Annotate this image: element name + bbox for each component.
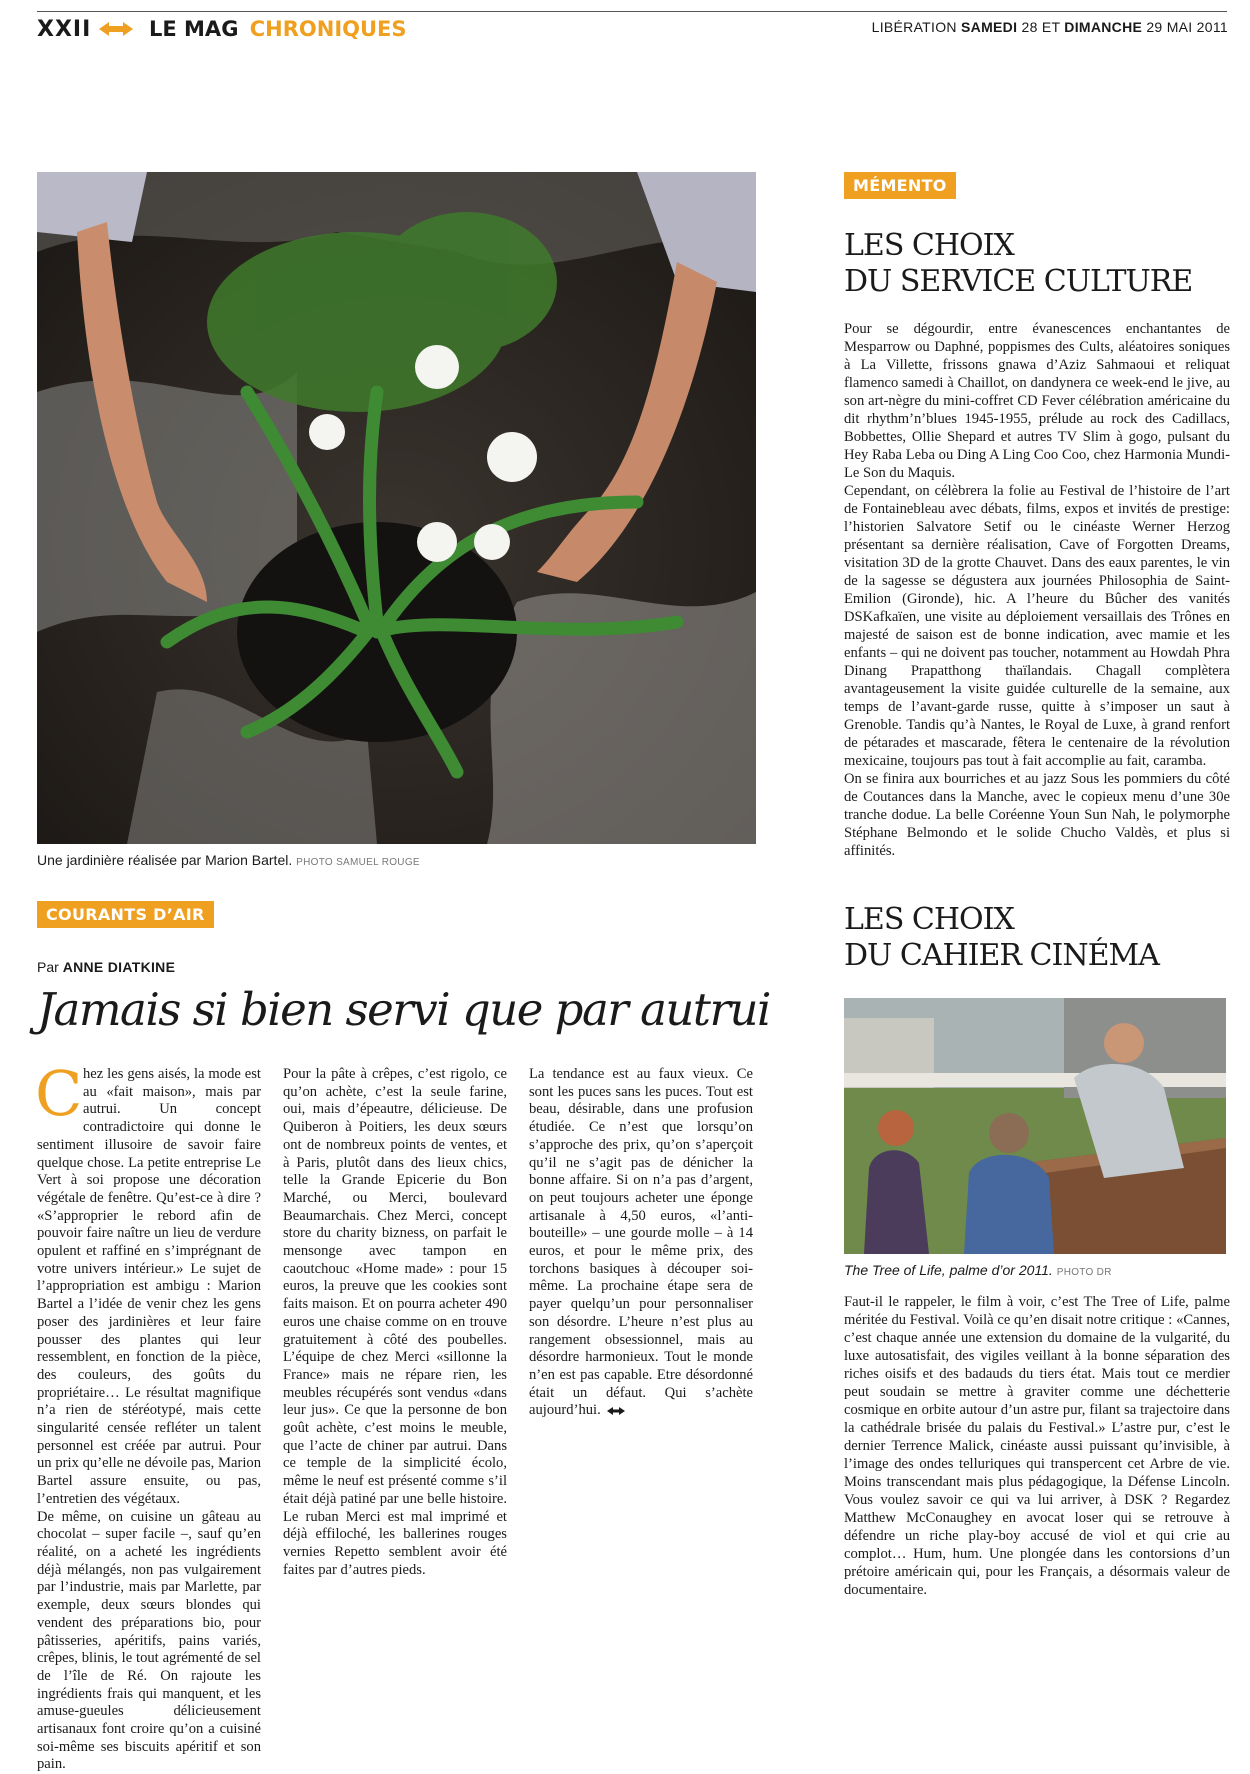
photo-credit: PHOTO DR <box>1056 1267 1112 1278</box>
photo-credit: PHOTO SAMUEL ROUGE <box>296 857 420 868</box>
newspaper-name: LIBÉRATION <box>871 19 957 35</box>
cinema-paragraph: Faut-il le rappeler, le film à voir, c’est The Tree of Life, palme méritée du Festival. Voilà ce qu’en disait notre critique : «Cannes, c’est chaque année une extension du domaine de la vulgarité, du luxe autosatisfait, des vigiles veillant à la bonne séparation des riches oisifs et des badauds du tiers état. Mais tout ce merdier peut soudain se mettre à graviter comme une déchetterie cosmique en orbite autour d’un astre pur, filant sa trajectoire dans la cathédrale brisée du palais du Festival.» L’astre pur, c’est le dernier Terrence Malick, cinéaste aussi puissant qu’invisible, à l’image des ondes telluriques qui transpercent cet Arbre de vie. Moins transcendant mais plus pédagogique, la Défense Lincoln. Vous voulez savoir ce qui va lui arriver, à DSK ? Regardez Matthew McConaughey en avocat loser qui se retrouve à défendre un riche play-boy accusé de viol et qui crie au complot… Hum, hum. Une plongée dans les contorsions d’un prétoire américain qui, pour les Français, a désormais valeur de documentaire. <box>844 1294 1230 1598</box>
section-label <box>149 17 407 41</box>
drop-cap: C <box>35 1057 83 1130</box>
culture-body <box>844 320 1230 860</box>
page-number: XXII <box>37 17 92 42</box>
cinema-title-line-1: LES CHOIX <box>844 902 1014 937</box>
author-name: ANNE DIATKINE <box>62 959 176 975</box>
memento-tag: MÉMENTO <box>844 172 956 199</box>
caption-text: The Tree of Life, palme d’or 2011. <box>844 1262 1053 1278</box>
cinema-section-title <box>844 902 1234 974</box>
rubric-name: CHRONIQUES <box>249 17 407 41</box>
article-paragraph: De même, on cuisine un gâteau au chocolat – super facile –, sauf qu’en réalité, on a acheté les ingrédients déjà mélangés, non pas vulgairement par l’industrie, mais par Marlette, par exemple, deux sœurs blondes qui vendent des préparations bio, pour pâtisseries, apéritifs, pains variés, crêpes, blinis, le tout agrémenté de sel de l’île de Ré. On rajoute les ingrédients frais qui manquent, et les amuse-gueules délicieusement artisanaux font croire qu’on a cuisiné soi-même ses biscuits apéritif et son pain. <box>37 1508 261 1773</box>
caption-text: Une jardinière réalisée par Marion Bartel. <box>37 852 293 868</box>
issue-date-2: 29 MAI 2011 <box>1146 19 1228 35</box>
garden-planter-photo <box>37 172 756 844</box>
byline <box>37 959 175 975</box>
culture-paragraph-1: Pour se dégourdir, entre évanescences enchantantes de Mesparrow ou Daphné, poppismes des Cults, aléatoires soniques à La Villette, frissons gnawa d’Aziz Sahmaoui et reliquat flamenco samedi à Chaillot, on dandynera ce week-end le jive, au son art-nègre du mini-coffret CD Fever célébration américaine du dit rhythm’n’blues 1945-1955, prélude au rock des Cadillacs, Bobbettes, Ollie Shepard et autres TV Slim à gogo, pulsant du Hey Raba Leba ou Ding A Ling Coo Coo, chez Harmonia Mundi-Le Son du Maquis. <box>844 321 1230 481</box>
byline-prefix: Par <box>37 959 59 975</box>
column-tag: COURANTS D’AIR <box>37 901 214 928</box>
cinema-photo-caption <box>844 1262 1112 1278</box>
cinema-body <box>844 1293 1230 1599</box>
culture-title-line-1: LES CHOIX <box>844 228 1014 263</box>
issue-day-2: DIMANCHE <box>1064 19 1143 35</box>
main-photo-caption <box>37 852 420 868</box>
end-of-article-icon <box>607 1407 625 1415</box>
section-name: LE MAG <box>149 17 239 41</box>
header-rule <box>37 11 1227 12</box>
issue-date-1: 28 ET <box>1021 19 1061 35</box>
article-paragraph: Pour la pâte à crêpes, c’est rigolo, ce qu’on achète, c’est la seule farine, oui, mais d’épeautre, délicieuse. De Quiberon à Poitiers, les deux sœurs ont de nombreux points de ventes, et à Paris, plutôt dans des lieux chics, telle la Grande Epicerie du Bon Marché, ou Merci, boulevard Beaumarchais. Chez Merci, concept store du charity bizness, on parfait le mensonge avec tampon en caoutchouc «Home made» : pour 15 euros, la preuve que les cookies sont faits maison. Et on pourra acheter 490 euros une chaise comme on en trouve gratuitement à côté des poubelles. L’équipe de chez Merci «sillonne la France» mais ne répare rien, les meubles récupérés sont vendus «dans leur jus». Ce que la personne de bon goût achète, c’est moins le meuble, que l’acte de chiner par autrui. Dans ce temple de la simplicité écolo, même le neuf est présenté comme s’il était déjà patiné par une belle histoire. Le ruban Merci est mal imprimé et déjà effiloché, les ballerines rouges vernies Repetto semblent avoir été faites par d’autres pieds. <box>283 1066 507 1578</box>
cinema-title-line-2: DU CAHIER CINÉMA <box>844 938 1159 973</box>
culture-paragraph-3: On se finira aux bourriches et au jazz Sous les pommiers du côté de Coutances dans la Manche, avec le copieux menu d’une 30e tranche dodue. La belle Coréenne Youn Sun Nah, le polymorphe Stéphane Belmondo et le solide Chucho Valdès, et plus si affinités. <box>844 771 1230 859</box>
article-paragraph: hez les gens aisés, la mode est au «fait maison», mais par autrui. Un concept contradictoire qui donne le sentiment illusoire de savoir faire quelque chose. La petite entreprise Le Vert à soi propose une décoration végétale de fenêtre. Qu’est-ce à dire ? «S’approprier le rebord afin de pouvoir faire naître un lieu de verdure opulent et raffiné en s’imprégnant de votre univers intérieur.» Le sujet de l’appropriation est ambigu : Marion Bartel a l’idée de venir chez les gens poser des jardinières et leur faire pousser des plantes qui leur ressemblent, en fonction de la pièce, des couleurs, des goûts du propriétaire… Le résultat magnifique n’a rien de stéréotypé, mais cette singularité censée refléter un talent personnel est créée par autrui. Pour un prix qu’elle ne dévoile pas, Marion Bartel assure ensuite, ou pas, l’entretien des végétaux. <box>37 1066 261 1507</box>
film-still-photo <box>844 998 1226 1254</box>
culture-paragraph-2: Cependant, on célèbrera la folie au Festival de l’histoire de l’art de Fontainebleau avec débats, films, expos et invités de prestige: l’historien Salvatore Setif ou le cinéaste Werner Herzog présentant sa dernière réalisation, Cave of Forgotten Dreams, visitation 3D de la grotte Chauvet. Dans des eaux parentes, le vin de la sagesse se dégustera aux journées Philosophia de Saint-Emilion (Gironde), hic. A l’heure du Bûcher des vanités DSKafkaïen, une visite au déploiement versaillais des Trônes en majesté de saison est de bonne indication, avec mamie et les enfants – qui ne doivent pas toucher, notamment au Howdah Phra Dinang Prapatthong thaïlandais. Chagall complètera avantageusement la visite guidée culturelle de la semaine, aux temps de l’avant-garde russe, quitte à s’imposer un saut à Grenoble. Tandis qu’à Nantes, le Royal de Luxe, à grand renfort de pétarades et mascarade, fêtera le centenaire de la révolution mexicaine, toujours pas tout à fait accomplie au fait, caramba. <box>844 483 1230 769</box>
culture-section-title <box>844 228 1234 300</box>
issue-day-1: SAMEDI <box>961 19 1018 35</box>
issue-date <box>872 19 1228 35</box>
article-column-3 <box>529 1066 753 1420</box>
section-arrow-icon <box>99 22 133 36</box>
article-paragraph: La tendance est au faux vieux. Ce sont les puces sans les puces. Tout est beau, désirable, dans une profusion étudiée. Ce n’est que lorsqu’on s’approche des prix, qu’on s’aperçoit qu’il ne s’agit pas de dénicher la bonne affaire. Si on n’a pas d’argent, on peut toujours acheter une éponge artisanale à 4,50 euros, «l’anti-bouteille» – une gourde molle – à 14 euros, et pour le même prix, des torchons basiques à découper soi-même. La prochaine étape sera de payer quelqu’un pour personnaliser son désordre. L’heure n’est plus au rangement obsessionnel, mais au désordre harmonieux. Tout le monde n’en est pas capable. Etre désordonné était un défaut. Qui s’achète aujourd’hui. <box>529 1066 753 1419</box>
article-headline: Jamais si bien servi que par autrui <box>37 983 770 1036</box>
culture-title-line-2: DU SERVICE CULTURE <box>844 264 1193 299</box>
article-column-1 <box>35 1057 261 1774</box>
article-column-2 <box>283 1066 507 1579</box>
